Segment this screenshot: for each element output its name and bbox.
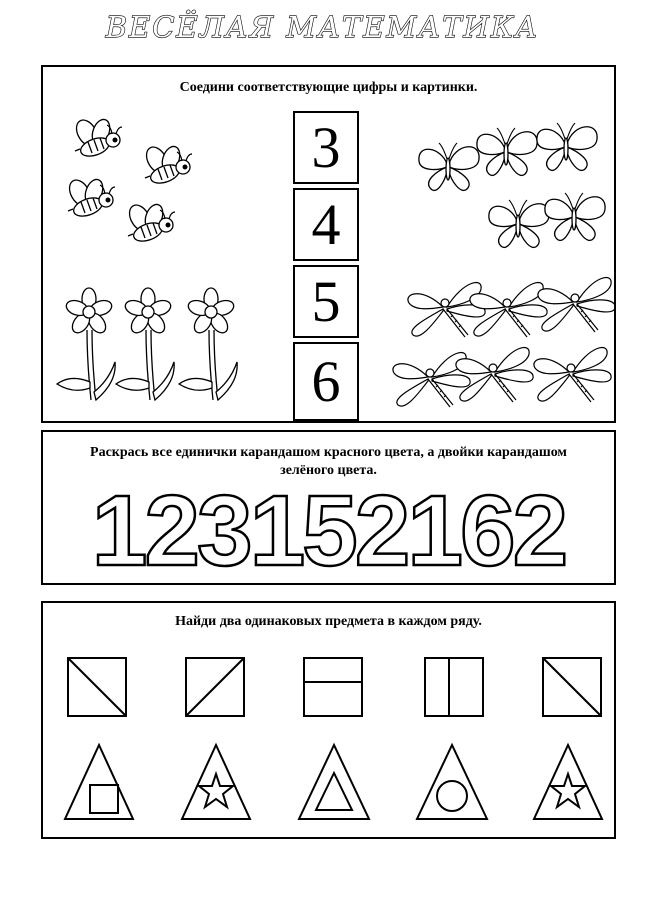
page-title: ВЕСЁЛАЯ МАТЕМАТИКА (105, 10, 540, 44)
outline-digits-row: 123152162 (91, 475, 566, 587)
triangle-with-square (65, 745, 133, 819)
square-diagonal-up (186, 658, 244, 716)
task-match-panel (41, 65, 616, 423)
square-vertical-line (425, 658, 483, 716)
task-match-instruction: Соедини соответствующие цифры и картинки. (179, 80, 478, 95)
number-box-4: 4 (293, 188, 359, 261)
shapes-grid (43, 603, 614, 837)
square-horizontal-line (304, 658, 362, 716)
task-color-panel (41, 430, 616, 585)
number-box-3: 3 (293, 111, 359, 184)
square-diagonal-down-2 (543, 658, 601, 716)
number-box-5: 5 (293, 265, 359, 338)
number-box-6: 6 (293, 342, 359, 421)
task-find-same-panel (41, 601, 616, 839)
triangle-with-circle (417, 745, 487, 819)
triangle-with-star-1 (182, 745, 250, 819)
triangle-with-star-2 (534, 745, 602, 819)
task-color-instruction: Раскрась все единички карандашом красного цвета, а двойки карандашом зелёного цвета. (90, 445, 567, 478)
square-diagonal-down-1 (68, 658, 126, 716)
triangle-with-triangle (299, 745, 369, 819)
task-find-same-instruction: Найди два одинаковых предмета в каждом ряду. (175, 614, 482, 629)
